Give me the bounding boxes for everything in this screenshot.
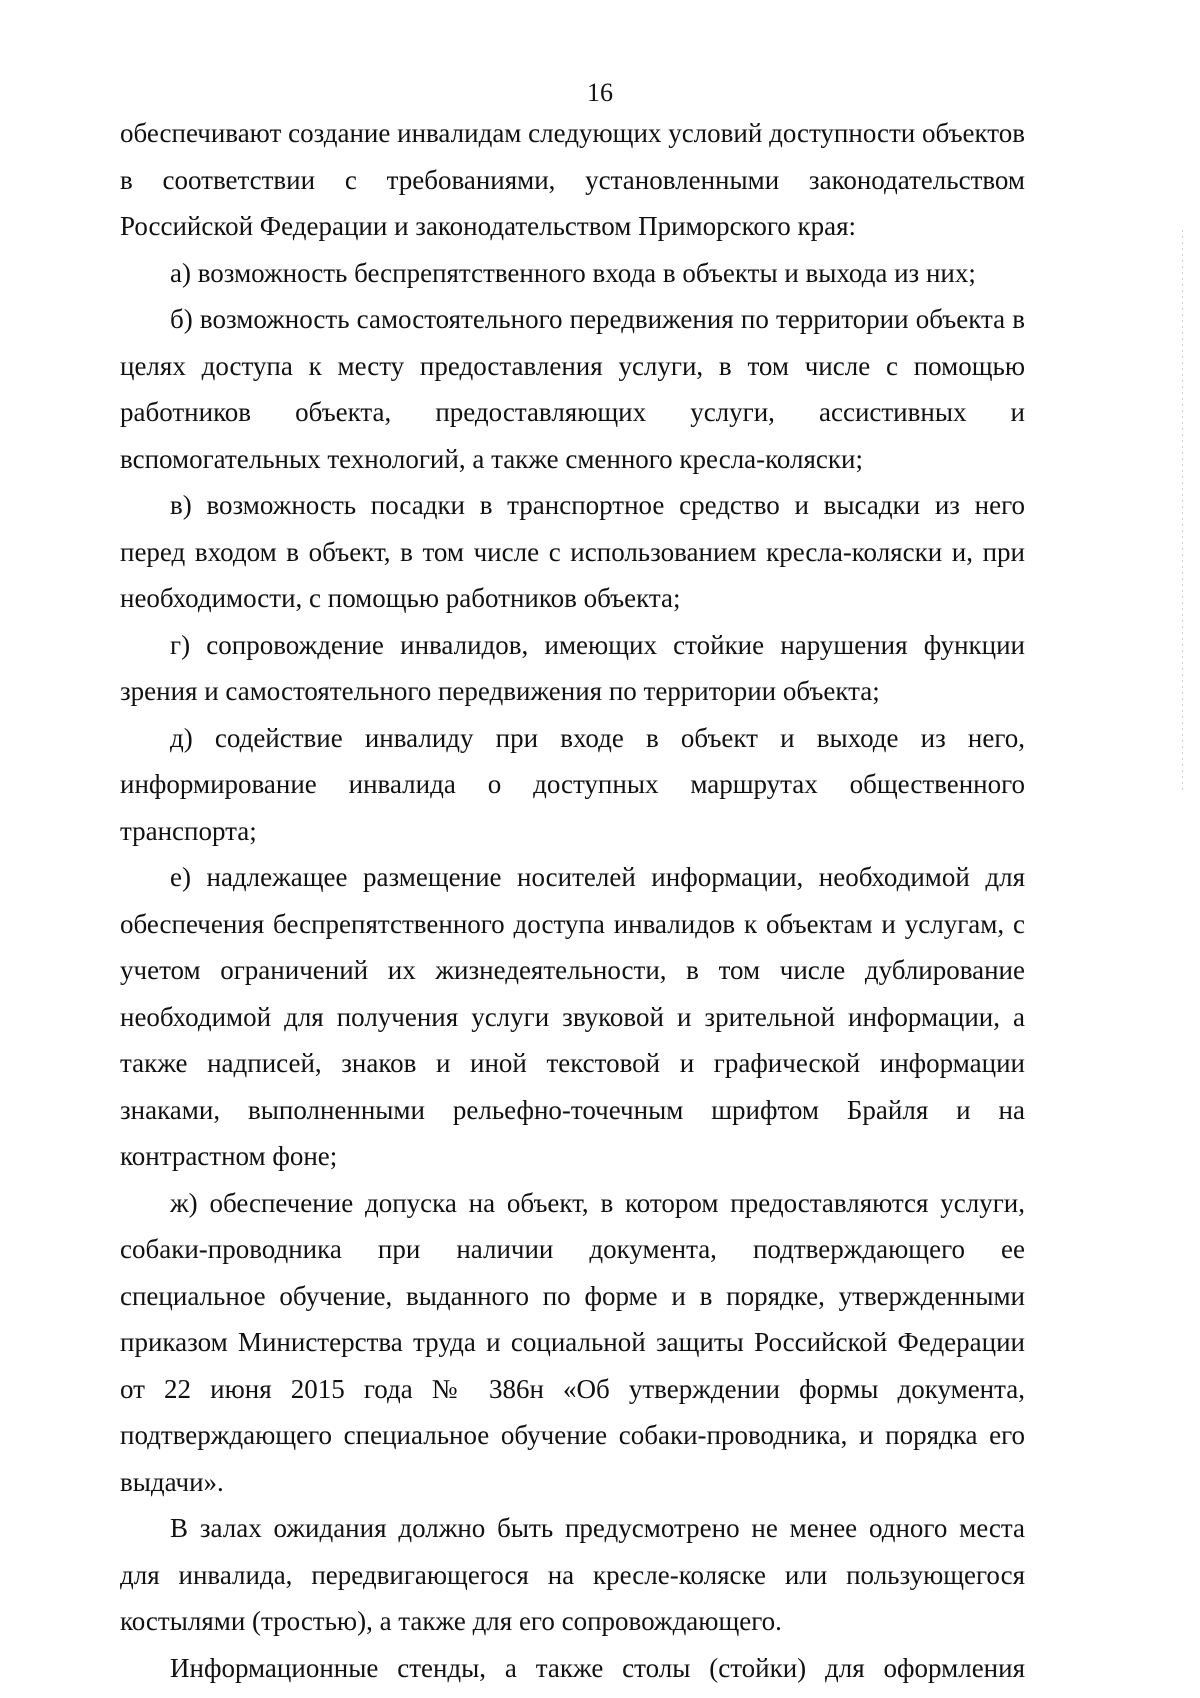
paragraph-item-zh: ж) обеспечение допуска на объект, в котором предоставляются услуги, собаки-проводника при наличии документа, подтверждающего ее специальное обучение, выданного по форме и в порядке, утвержденными приказом Министерства труда и социальной защиты Российской Федерации от 22 июня 2015 года № 386н «Об утверждении формы документа, подтверждающего специальное обучение собаки-проводника, и порядка его выдачи». [120,1187,1025,1497]
paragraph-item-d: д) содействие инвалиду при входе в объект и выходе из него, информирование инвалида о доступных маршрутах общественного транспорта; [120,722,1025,846]
paragraph-item-b: б) возможность самостоятельного передвижения по территории объекта в целях доступа к месту предоставления услуги, в том числе с помощью работников объекта, предоставляющих услуги, ассистивных и вспомогательных технологий, а также сменного кресла-коляски; [120,304,1025,474]
page-number: 16 [587,78,613,107]
paragraph-item-a: а) возможность беспрепятственного входа в объекты и выхода из них; [170,257,976,288]
paragraph-waiting-halls: В залах ожидания должно быть предусмотрено не менее одного места для инвалида, передвигающегося на кресле-коляске или пользующегося костылями (тростью), а также для его сопровождающего. [120,1513,1025,1636]
paragraph-info-stands: Информационные стенды, а также столы (стойки) для оформления [170,1652,1025,1683]
paragraph-item-e: е) надлежащее размещение носителей информации, необходимой для обеспечения беспрепятственного доступа инвалидов к объектам и услугам, с учетом ограничений их жизнедеятельности, в том числе дублирование необходимой для получения услуги звуковой и зрительной информации, а также надписей, знаков и иной текстовой и графической информации знаками, выполненными рельефно-точечным шрифтом Брайля и на контрастном фоне; [120,862,1025,1171]
document-body [120,110,1025,1691]
paragraph-intro: обеспечивают создание инвалидам следующих условий доступности объектов в соответствии с требованиями, установленными законодательством Российской Федерации и законодательством Приморского края: [120,118,1025,241]
scan-edge-artifact [1182,230,1183,790]
paragraph-item-v: в) возможность посадки в транспортное средство и высадки из него перед входом в объект, в том числе с использованием кресла-коляски и, при необходимости, с помощью работников объекта; [120,490,1025,613]
paragraph-item-g: г) сопровождение инвалидов, имеющих стойкие нарушения функции зрения и самостоятельного передвижения по территории объекта; [120,629,1025,706]
